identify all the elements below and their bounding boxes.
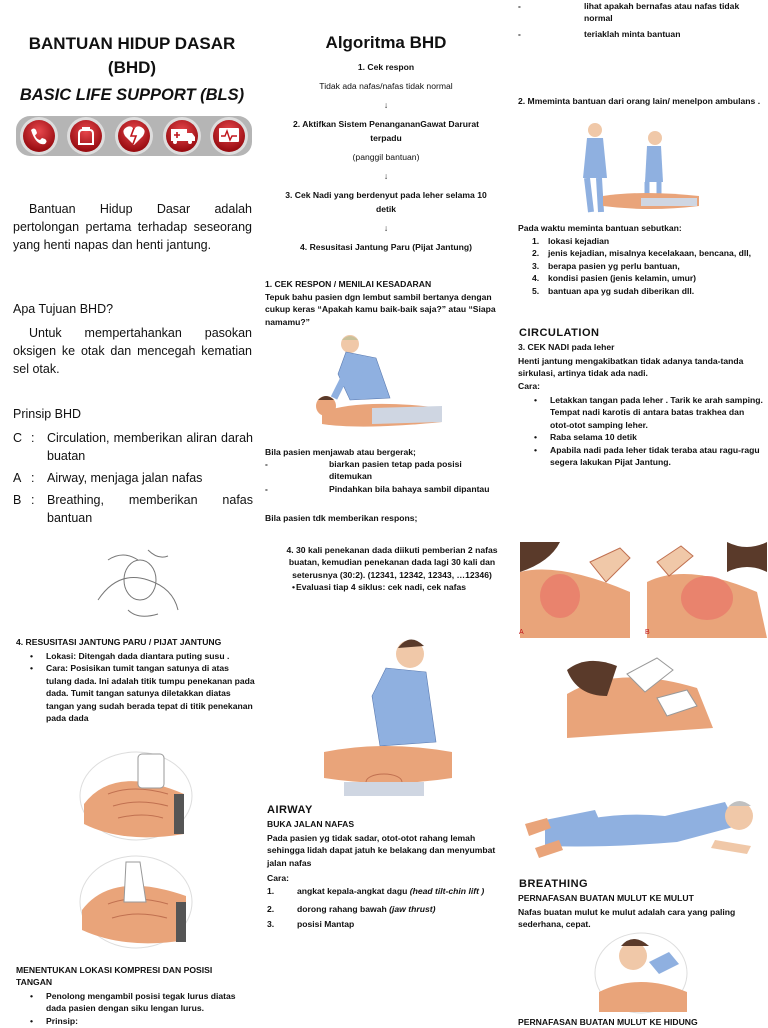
jawab-list (265, 458, 505, 495)
prinsip-letter: A (13, 471, 22, 485)
hand-placement-illustration (78, 852, 194, 952)
list-item: 4. 30 kali penekanan dada diikuti pemberian 2 nafas buatan, kemudian penekanan dada lagi 30 kali dan seterusnya (30:2). (12341, 12342, 12343, …12346) (286, 545, 498, 580)
airway-text: Pada pasien yg tidak sadar, otot-otot rahang lemah sehingga lidah dapat jatuh ke belakang dan menyumbat jalan nafas (267, 833, 496, 868)
prinsip-item: C : Circulation, memberikan aliran darah buatan (13, 431, 253, 463)
item-number: 2. (267, 904, 275, 915)
title-bls: BASIC LIFE SUPPORT (BLS) (19, 86, 245, 104)
item-italic: (head tilt-chin lift ) (409, 886, 485, 896)
list-item: • Prinsip: (14, 1015, 256, 1027)
algo-step: 4. Resusitasi Jantung Paru (Pijat Jantung) (300, 242, 472, 252)
pulse-check-illustration-b (647, 542, 767, 642)
circulation-text: Henti jantung mengakibatkan tidak adanya tanda-tanda sirkulasi, artinya tidak ada nadi. (518, 356, 744, 379)
breathing-text: Nafas buatan mulut ke mulut adalah cara yang paling sederhana, cepat. (518, 907, 736, 930)
lokasi-list (14, 990, 256, 1027)
jawab-text: biarkan pasien tetap pada posisi ditemukan (329, 459, 462, 482)
algo-step: 2. Aktifkan Sistem PenangananGawat Darurat terpadu (293, 119, 479, 143)
recovery-position-illustration (525, 780, 765, 864)
label-a: A (519, 629, 524, 636)
call-help-illustration (573, 120, 703, 220)
prinsip-item: B : Breathing, memberikan nafas bantuan (13, 493, 253, 525)
item-number: 1. (267, 886, 275, 896)
check-response-illustration (312, 330, 462, 442)
prinsip-letter: C (13, 431, 23, 445)
item-text: dorong rahang bawah (297, 904, 387, 915)
algoritma-steps (268, 60, 504, 254)
tujuan-heading: Apa Tujuan BHD? (13, 302, 114, 316)
breathing-subheading: PERNAFASAN BUATAN MULUT KE MULUT (518, 893, 694, 903)
item-text: angkat kepala-angkat dagu (297, 886, 408, 896)
title-line-1: BANTUAN HIDUP DASAR (28, 34, 236, 53)
circulation-heading: CIRCULATION (519, 327, 600, 339)
bls-icon-banner (16, 114, 252, 158)
phone-icon (20, 117, 58, 155)
circulation-cara: Cara: (518, 381, 540, 391)
list-item: • Apabila nadi pada leher tidak teraba atau ragu-ragu segera lakukan Pijat Jantung. (518, 444, 764, 469)
monitor-icon (210, 117, 248, 155)
label-b: B (645, 629, 650, 636)
cek-respon-heading: 1. CEK RESPON / MENILAI KESADARAN (265, 279, 432, 289)
rjp-list (14, 650, 256, 724)
middle-column (262, 0, 510, 1024)
item-text: kondisi pasien (jenis kelamin, umur) (548, 273, 697, 284)
left-column (0, 0, 262, 1024)
head-tilt-chin-lift-illustration (567, 654, 713, 746)
circulation-subheading: 3. CEK NADI pada leher (518, 342, 615, 352)
tujuan-text: Untuk mempertahankan pasokan oksigen ke otak dan mencegah kematian sel otak. (13, 326, 252, 376)
right-column (515, 0, 768, 1027)
top-continued-list (518, 0, 764, 40)
list-item (267, 903, 507, 915)
prinsip-text: Circulation, memberikan aliran darah buatan (47, 431, 253, 463)
list-item: • Evaluasi tiap 4 siklus: cek nadi, cek nafas (276, 581, 508, 593)
jawab-heading: Bila pasien menjawab atau bergerak; (265, 447, 416, 457)
list-item: • Cara: Posisikan tumit tangan satunya di atas tulang dada. Ini adalah titik tumpu penekanan pada dada. Tumit tangan satunya diletakkan diatas tangan yang sudah berada tepat di titik penekanan pada dada (14, 662, 256, 724)
prinsip-heading: Prinsip BHD (13, 407, 82, 421)
jawab-text: Pindahkan bila bahaya sambil dipantau (329, 483, 490, 494)
list-item: 5. bantuan apa yg sudah diberikan dll. (532, 285, 695, 296)
list-item: • Letakkan tangan pada leher . Tarik ke arah samping. Tempat nadi karotis di antara batas trakhea dan otot-otot samping leher. (518, 394, 764, 431)
item-text: berapa pasien yg perlu bantuan, (548, 260, 680, 271)
arrow-down-icon: ↓ (383, 223, 389, 233)
prinsip-letter: B (13, 493, 22, 507)
circulation-list (518, 394, 764, 468)
algoritma-title: Algoritma BHD (325, 33, 447, 52)
cek-respon-text: Tepuk bahu pasien dgn lembut sambil bertanya dengan cukup keras “Apakah kamu baik-baik saja?” atau “Siapa namamu?” (265, 292, 496, 327)
item-number: 3. (267, 918, 275, 929)
tidak-respon-text: Bila pasien tdk memberikan respons; (265, 513, 418, 523)
algo-step: 1. Cek respon (357, 62, 415, 72)
intro-text: Bantuan Hidup Dasar adalah pertolongan pertama terhadap seseorang yang henti napas dan henti jantung. (13, 202, 252, 252)
intro-paragraph (13, 200, 252, 254)
prinsip-text: Breathing, memberikan nafas bantuan (47, 493, 253, 525)
mouth-to-nose-heading: PERNAFASAN BUATAN MULUT KE HIDUNG (518, 1017, 698, 1027)
ambulance-icon (163, 117, 201, 155)
list-item: • Raba selama 10 detik (518, 431, 764, 443)
list-item: • Lokasi: Ditengah dada diantara puting susu . (14, 650, 256, 662)
algo-step: 3. Cek Nadi yang berdenyut pada leher selama 10 detik (285, 190, 487, 214)
prinsip-item: A : Airway, menjaga jalan nafas (13, 471, 203, 485)
sebut-heading: Pada waktu meminta bantuan sebutkan: (518, 223, 682, 233)
hands-icon (67, 117, 105, 155)
title-line-2: (BHD) (107, 58, 157, 77)
list-item (267, 885, 507, 897)
list-item: - lihat apakah bernafas atau nafas tidak normal (518, 0, 764, 25)
prinsip-text: Airway, menjaga jalan nafas (47, 471, 203, 485)
arrow-down-icon: ↓ (383, 171, 389, 181)
airway-subheading: BUKA JALAN NAFAS (267, 819, 355, 829)
list-item: 2. jenis kejadian, misalnya kecelakaan, bencana, dll, (532, 248, 752, 259)
airway-cara: Cara: (267, 873, 289, 883)
list-item: 4. kondisi pasien (jenis kelamin, umur) (532, 273, 697, 284)
prinsip-list (13, 429, 253, 527)
top-item-text: lihat apakah bernafas atau nafas tidak normal (584, 1, 740, 24)
list-item: - teriaklah minta bantuan (518, 28, 764, 40)
list-item (267, 918, 507, 930)
cpr-illustration (324, 632, 452, 800)
algo-step: (panggil bantuan) (352, 152, 420, 162)
list-item: • Penolong mengambil posisi tegak lurus diatas dada pasien dengan siku lengan lurus. (14, 990, 256, 1015)
item-text: posisi Mantap (297, 918, 355, 929)
list-item: 3. berapa pasien yg perlu bantuan, (532, 260, 680, 271)
minta-bantuan-heading: 2. Mmeminta bantuan dari orang lain/ menelpon ambulans . (518, 96, 761, 106)
airway-list (267, 885, 507, 930)
item-text: bantuan apa yg sudah diberikan dll. (548, 285, 695, 296)
list-item: - biarkan pasien tetap pada posisi ditemukan (265, 458, 505, 483)
sebut-list (518, 235, 764, 297)
mouth-to-mouth-illustration (593, 932, 689, 1014)
item-text: lokasi kejadian (548, 236, 610, 246)
arrow-down-icon: ↓ (383, 100, 389, 110)
title-bhd (12, 32, 252, 80)
rjp-heading: 4. RESUSITASI JANTUNG PARU / PIJAT JANTUNG (16, 637, 222, 647)
item-italic: (jaw thrust) (389, 904, 436, 915)
heart-icon (115, 117, 153, 155)
pulse-check-illustration-a (520, 542, 644, 642)
head-tilt-illustration (88, 540, 188, 626)
breathing-heading: BREATHING (519, 878, 589, 890)
item-text: jenis kejadian, misalnya kecelakaan, bencana, dll, (548, 248, 752, 259)
top-item-text: teriaklah minta bantuan (584, 28, 681, 39)
list-item: 1. lokasi kejadian (532, 236, 610, 246)
list-item: - Pindahkan bila bahaya sambil dipantau (265, 483, 505, 495)
airway-heading: AIRWAY (267, 804, 313, 816)
kompresi-list (276, 544, 508, 594)
chest-location-illustration (78, 744, 194, 844)
algo-step: Tidak ada nafas/nafas tidak normal (319, 81, 453, 91)
lokasi-heading: MENENTUKAN LOKASI KOMPRESI DAN POSISI TANGAN (16, 965, 213, 988)
